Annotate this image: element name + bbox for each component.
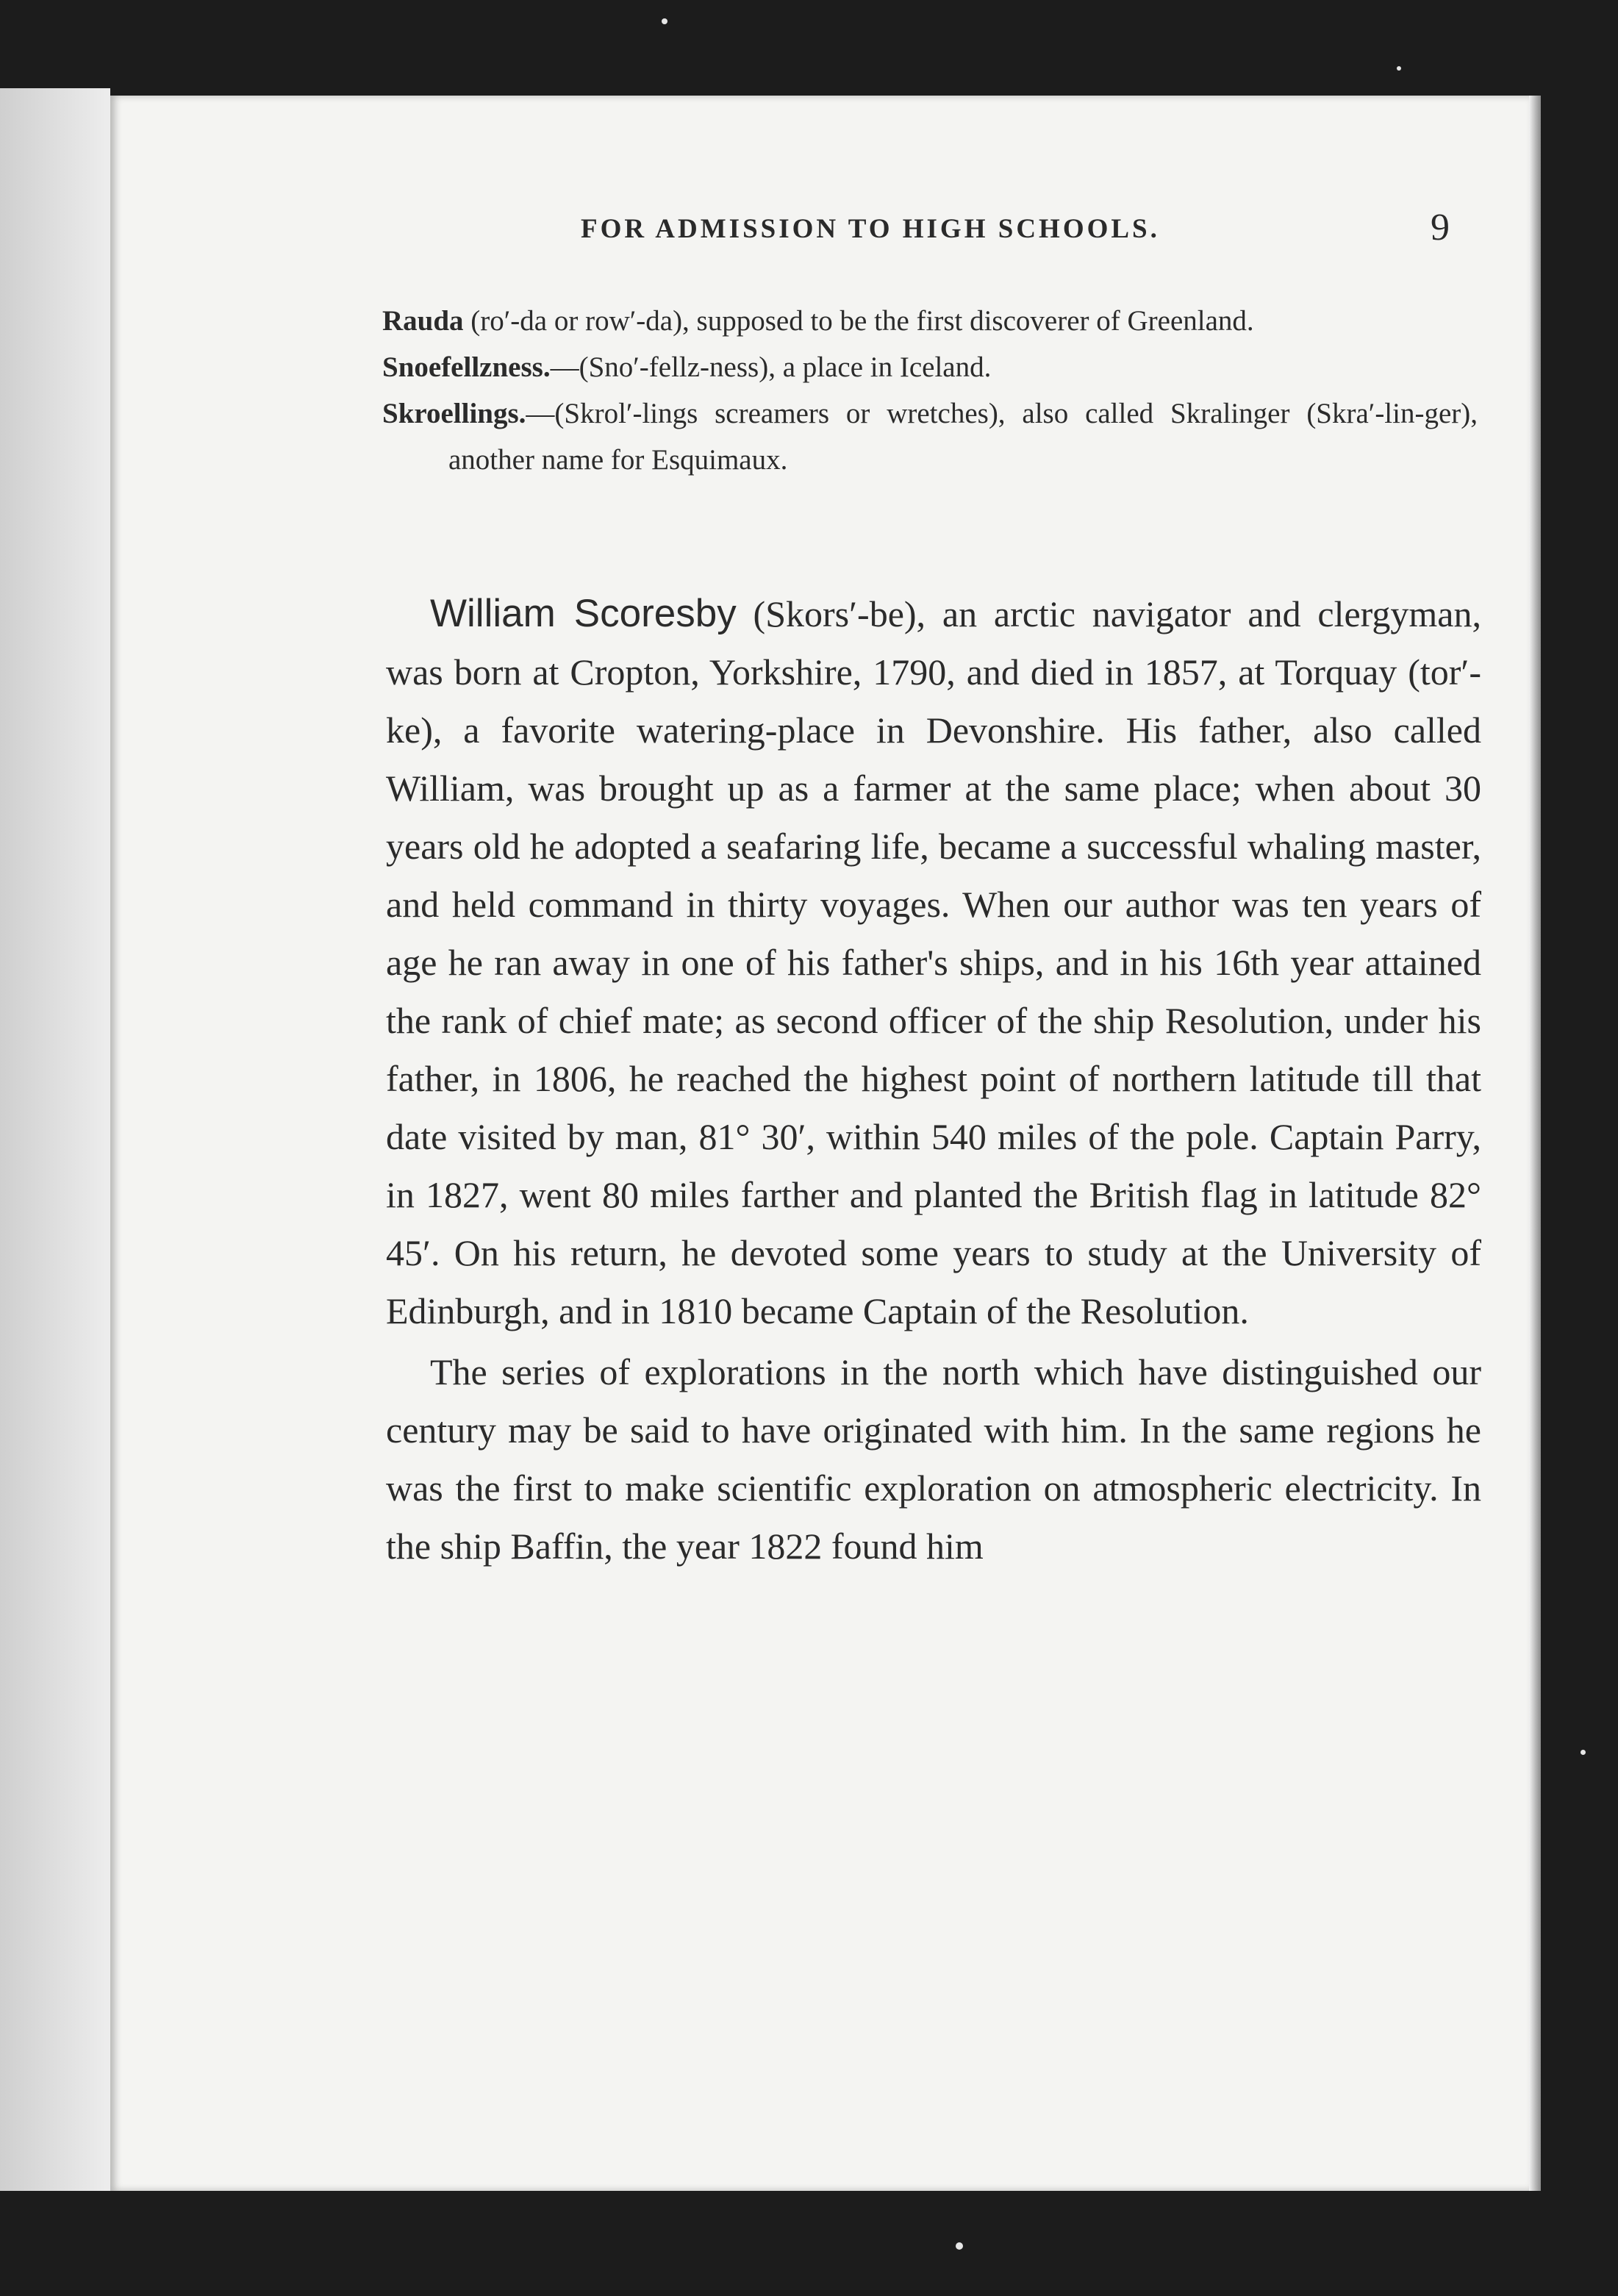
dust-speck	[662, 18, 667, 24]
glossary-definition: —(Sno′-fellz-ness), a place in Iceland.	[550, 351, 992, 383]
paragraph	[386, 584, 1481, 1340]
facing-page-edge	[0, 88, 110, 2191]
subject-name: William Scoresby	[430, 592, 737, 635]
page-number: 9	[1431, 207, 1450, 248]
running-head: FOR ADMISSION TO HIGH SCHOOLS.	[581, 214, 1160, 244]
dust-speck	[1581, 1750, 1586, 1755]
glossary-entry	[382, 298, 1478, 344]
glossary-term: Skroellings.	[382, 398, 526, 429]
glossary-entry	[382, 344, 1478, 390]
glossary-term: Snoefellzness.	[382, 351, 551, 383]
dust-speck	[1397, 66, 1401, 71]
body-text	[386, 584, 1481, 1576]
glossary-definition: (ro′-da or row′-da), supposed to be the first discoverer of Greenland.	[463, 305, 1254, 337]
glossary-notes	[382, 298, 1478, 483]
glossary-definition: —(Skrol′-lings screamers or wretches), also called Skralinger (Skra′-lin-ger), another name for Esquimaux.	[448, 398, 1478, 476]
glossary-term: Rauda	[382, 305, 464, 337]
glossary-entry	[382, 390, 1478, 483]
page-right-edge	[1529, 96, 1541, 2191]
dust-speck	[956, 2242, 963, 2250]
paragraph-text: (Skors′-be), an arctic navigator and clergyman, was born at Cropton, Yorkshire, 1790, and died in 1857, at Torquay (tor′-ke), a favorite watering-place in Devonshire. His father, also called William, was brought up as a farmer at the same place; when about 30 years old he adopted a seafaring life, became a successful whaling master, and held command in thirty voyages. When our author was ten years of age he ran away in one of his father's ships, and in his 16th year attained the rank of chief mate; as second officer of the ship Resolution, under his father, in 1806, he reached the highest point of northern latitude till that date visited by man, 81° 30′, within 540 miles of the pole. Captain Parry, in 1827, went 80 miles farther and planted the British flag in latitude 82° 45′. On his return, he devoted some years to study at the University of Edinburgh, and in 1810 became Captain of the Resolution.	[386, 593, 1481, 1331]
paragraph: The series of explorations in the north which have distinguished our century may be said to have originated with him. In the same regions he was the first to make scientific exploration on atmospheric electricity. In the ship Baffin, the year 1822 found him	[386, 1351, 1481, 1567]
